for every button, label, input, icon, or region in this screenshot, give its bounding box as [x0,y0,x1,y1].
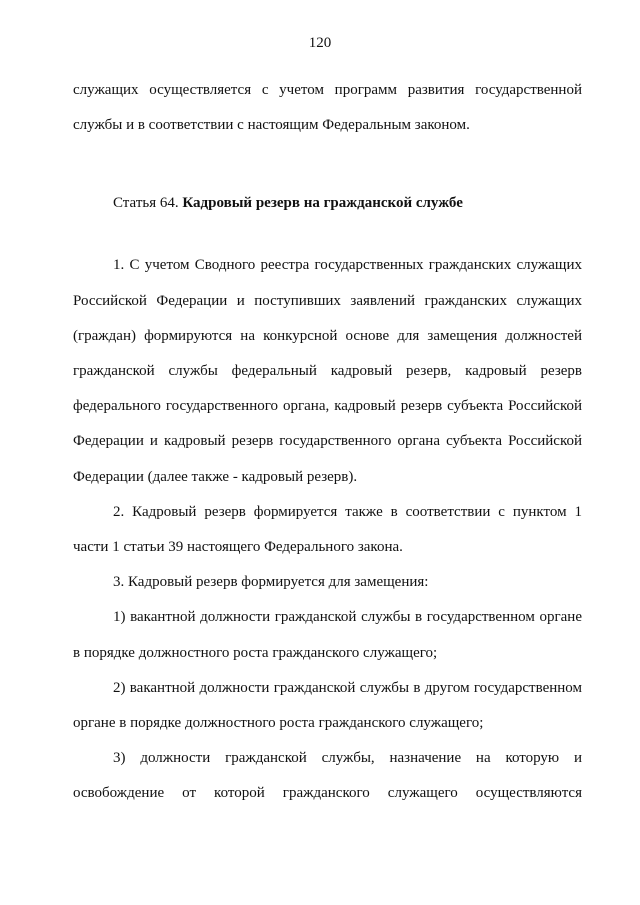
list-item-1: 1) вакантной должности гражданской службы в государственном органе в порядке должностного роста гражданского служащего; [73,609,582,661]
article-title: Кадровый резерв на гражданской службе [182,195,463,212]
list-item-2: 2) вакантной должности гражданской службы в другом государственном органе в порядке должностного роста гражданского служащего; [73,679,582,732]
page-content [73,73,582,812]
paragraph-3: 3. Кадровый резерв формируется для замещения: [113,574,429,591]
paragraph-2: 2. Кадровый резерв формируется также в соответствии с пунктом 1 части 1 статьи 39 настоящего Федерального закона. [73,503,582,556]
paragraph-1: 1. С учетом Сводного реестра государственных гражданских служащих Российской Федерации и поступивших заявлений гражданских служащих (граждан) формируются на конкурсной основе для замещения должностей гражданской службы федеральный кадровый резерв, кадровый резерв федерального государственного органа, кадровый резерв субъекта Российской Федерации и кадровый резерв государственного органа субъекта Российской Федерации (далее также - кадровый резерв). [73,257,582,485]
article-number: Статья 64. [113,195,179,212]
paragraph-continuation: служащих осуществляется с учетом программ развития государственной службы и в соответствии с настоящим Федеральным законом. [73,82,582,134]
list-item-3: 3) должности гражданской службы, назначение на которую и освобождение от которой гражданского служащего осуществляются [73,750,582,802]
article-heading [73,186,582,221]
page-number: 120 [308,35,332,51]
